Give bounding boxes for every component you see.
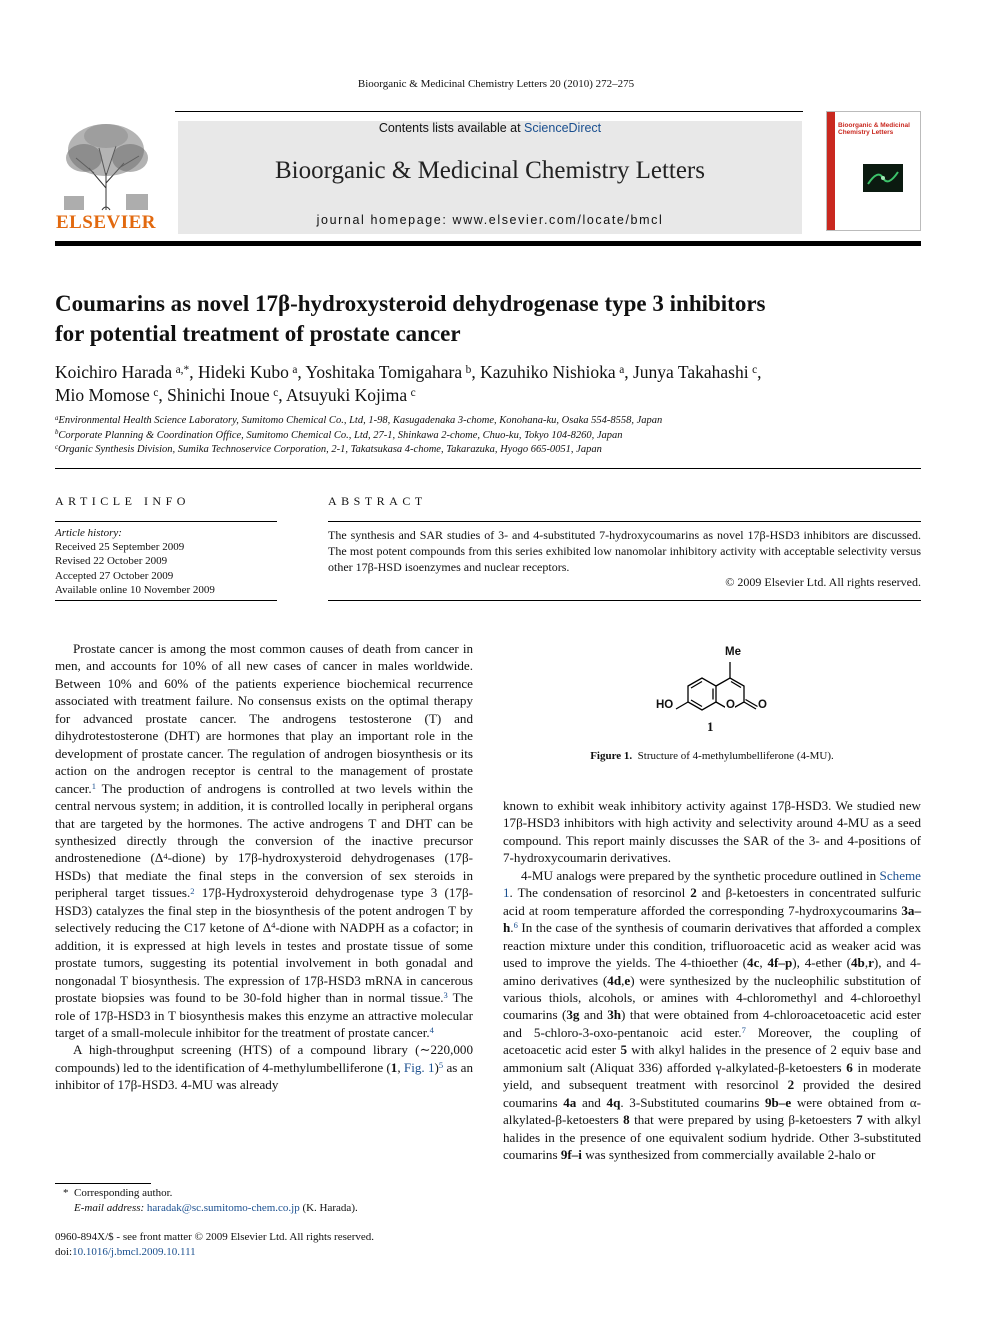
author: Kazuhiko Nishioka — [480, 362, 616, 382]
figure-label-methyl: Me — [725, 646, 741, 658]
affiliation-key: b — [55, 429, 59, 437]
author-affiliation-mark: a — [292, 363, 298, 376]
author: Yoshitaka Tomigahara — [305, 362, 463, 382]
abstract-heading: ABSTRACT — [328, 494, 427, 508]
body-paragraph: known to exhibit weak inhibitory activity against 17β-HSD3. We studied new 17β-HSD3 inhibitors with high activity and selectivity around 4-MU as a seed compound. This report mainly discusses the SAR of the 3- and 4-positions of 7-hydroxycoumarin derivatives. — [503, 798, 921, 866]
affiliations — [55, 414, 935, 458]
doi-link[interactable]: 10.1016/j.bmcl.2009.10.111 — [72, 1245, 196, 1258]
figure-compound-number: 1 — [707, 719, 714, 734]
affiliation-text: Organic Synthesis Division, Sumika Technoservice Corporation, 2-1, Takatsukasa 4-chome, Takarazuka, Hyogo 665-0051, Japan — [58, 444, 602, 455]
figure-caption — [503, 750, 921, 762]
author-affiliation-mark: c — [752, 363, 758, 376]
online-date: Available online 10 November 2009 — [55, 583, 215, 596]
author: Koichiro Harada — [55, 362, 173, 382]
author: Atsuyuki Kojima — [286, 385, 408, 405]
abstract-bottom-rule — [328, 600, 921, 601]
body-paragraph: 4-MU analogs were prepared by the synthetic procedure outlined in Scheme 1. The condensation of resorcinol 2 and β-ketoesters in concentrated sulfuric acid at room temperature afforded the corresponding 7-hydroxycoumarins 3a–h.$^6$ In the case of the synthesis of coumarin derivatives that afforded a complex reaction mixture under this condition, trifluoroacetic acid as weaker acid was used to improve the yields. The 4-thioether (4c, 4f–p), 4-ether (4b,r), and 4-amino derivatives (4d,e) were synthesized by the nucleophilic substitution of various thiols, alcohols, or amines with 4-chloromethyl and 4-chloroethyl coumarins (3g and 3h) that were obtained from 4-chloroacetoacetic acid ester and 5-chloro-3-oxo-pentanoic acid ester.$^7$ Moreover, the coupling of acetoacetic acid ester 5 with alkyl halides in the presence of 2 equiv base and ammonium salt (Aliquat 336) afforded γ-alkylated-β-ketoesters 6 in moderate yield, and subsequent treatment with resorcinol 2 provided the desired coumarins 4a and 4q. 3-Substituted coumarins 9b–e were obtained from α-alkylated-β-ketoesters 8 that were prepared by using β-ketoesters 7 with alkyl halides in the presence of one equivalent sodium hydride. Other 3-substituted coumarins 9f–i was synthesized from commercially available 2-halo or — [503, 867, 921, 1163]
figure-caption-label: Figure 1. — [590, 750, 633, 762]
cover-title: Bioorganic & Medicinal Chemistry Letters — [838, 122, 910, 136]
affiliation-b — [55, 429, 935, 444]
body-paragraph: A high-throughput screening (HTS) of a compound library (∼220,000 compounds) led to the identification of 4-methylumbelliferone (1, Fig. 1)$^5$ as an inhibitor of 17β-HSD3. 4-MU was already — [55, 1042, 474, 1093]
article-history — [55, 526, 277, 597]
author-affiliation-mark: c — [273, 386, 279, 399]
sciencedirect-link[interactable]: ScienceDirect — [524, 121, 602, 135]
title-line-1: Coumarins as novel 17β-hydroxysteroid dehydrogenase type 3 inhibitors — [55, 291, 766, 316]
header-rule — [175, 111, 803, 112]
article-info-heading: ARTICLE INFO — [55, 494, 190, 508]
title-line-2: for potential treatment of prostate cancer — [55, 321, 461, 346]
journal-name: Bioorganic & Medicinal Chemistry Letters — [274, 157, 705, 184]
figure-1-structure — [640, 640, 800, 740]
figure-caption-text: Structure of 4-methylumbelliferone (4-MU). — [637, 750, 834, 762]
email-note — [55, 1201, 473, 1216]
author: Mio Momose — [55, 385, 150, 405]
figure-label-carbonyl-oxygen: O — [758, 699, 767, 711]
author-affiliation-mark: b — [465, 363, 472, 376]
running-head: Bioorganic & Medicinal Chemistry Letters 20 (2010) 272–275 — [357, 78, 635, 90]
article-info-rule — [55, 521, 277, 522]
front-matter — [55, 1230, 473, 1259]
author: Hideki Kubo — [197, 362, 289, 382]
affiliation-a — [55, 414, 935, 429]
issn-line: 0960-894X/$ - see front matter © 2009 Elsevier Ltd. All rights reserved. — [55, 1231, 375, 1243]
affiliation-key: a — [55, 414, 59, 422]
journal-homepage — [178, 213, 802, 227]
author-affiliation-mark: a,* — [175, 363, 190, 376]
corresponding-author-text: Corresponding author. — [74, 1187, 173, 1199]
author-affiliation-mark: a — [619, 363, 625, 376]
homepage-prefix: journal homepage: — [316, 213, 453, 227]
author-affiliation-mark: c — [410, 386, 416, 399]
contents-prefix: Contents lists available at — [378, 121, 525, 135]
paper-title — [55, 289, 915, 349]
figure-label-ring-oxygen: O — [726, 699, 735, 711]
body-paragraph: Prostate cancer is among the most common causes of death from cancer in men, and accounts for 10% of all new cases of cancer in males worldwide. Between 10% and 60% of the patients experience biochemical recurrence associated with treatment failure. No consensus exists on the optimal therapy for advanced prostate cancer. The androgens testosterone (T) and dihydrotestosterone (DHT) are hormones that play an important role in the development of prostate cancer. The regulation of androgen biosynthesis or its action on the androgen receptor is central to the management of prostate cancer.$^1$ The production of androgens is controlled at two levels within the central nervous system; in addition, it is controlled locally in peripheral organs that are targeted by the hormones. The active androgens T and DHT can be synthesized directly through the conversion of the inactive precursor androstenedione $(\Delta^4-dione)$ by 17β-hydroxysteroid dehydrogenases (17β-HSDs) that mediate the final steps in the conversion of sex steroids in peripheral target tissues.$^2$ 17β-Hydroxysteroid dehydrogenase type 3 (17β-HSD3) catalyzes the final step in the biosynthesis of the potent androgen T by selectively reducing the C17 ketone of $\Delta^4$-dione with NADPH as a cofactor; in addition, it is expressed at high levels in testes and prostate tissue of some prostate tumors, suggesting its potential involvement in both gonadal and nongonadal T biosynthesis. The expression of 17β-HSD3 mRNA in cancerous prostate biopsies was found to be 30-fold higher than in normal tissue.$^3$ The role of 17β-HSD3 in T biosynthesis makes this enzyme an attractive molecular target of a small-molecule inhibitor for the treatment of prostate cancer.$^4$ — [55, 641, 473, 1040]
received-date: Received 25 September 2009 — [55, 541, 185, 554]
body-column-left — [55, 640, 473, 1094]
accepted-date: Accepted 27 October 2009 — [55, 569, 174, 582]
author: Junya Takahashi — [632, 362, 749, 382]
body-column-right — [503, 797, 921, 1164]
publisher-name: ELSEVIER — [55, 212, 157, 233]
contents-line — [178, 121, 802, 135]
affiliation-key: c — [55, 443, 59, 451]
figure-label-hydroxyl: HO — [656, 699, 674, 711]
cover-illustration — [863, 164, 903, 192]
doi-prefix: doi: — [55, 1245, 73, 1258]
cover-spine — [827, 112, 835, 230]
article-info-bottom-rule — [55, 600, 277, 601]
affiliation-text: Environmental Health Science Laboratory, Sumitomo Chemical Co., Ltd, 1-98, Kasugadenaka 3-chome, Konohana-ku, Osaka 554-8558, Japan — [58, 415, 663, 426]
abstract-text: The synthesis and SAR studies of 3- and 4-substituted 7-hydroxycoumarins as novel 17β-HSD3 inhibitors are discussed. The most potent compounds from this series exhibited low nanomolar inhibitory activity with acceptable selectivity versus other 17β-HSD isoenzymes and nuclear receptors. — [328, 528, 921, 574]
revised-date: Revised 22 October 2009 — [55, 555, 168, 568]
homepage-url[interactable]: www.elsevier.com/locate/bmcl — [452, 213, 664, 227]
journal-cover-image — [826, 111, 921, 231]
affiliation-rule — [55, 468, 921, 469]
doi-line — [55, 1245, 473, 1260]
affiliation-text: Corporate Planning & Coordination Office, Sumitomo Chemical Co., Ltd, 27-1, Shinkawa 2-chome, Chuo-ku, Tokyo 104-8260, Japan — [58, 429, 623, 441]
email-label: E-mail address: — [74, 1201, 145, 1214]
abstract-rule — [328, 521, 921, 522]
history-label: Article history: — [55, 527, 122, 539]
header-thick-rule — [55, 241, 921, 246]
corresponding-author-note: * Corresponding author. — [63, 1187, 173, 1199]
author-list: Koichiro Harada $^{a,*}$, Hideki Kubo $^a$, Yoshitaka Tomigahara $^b$, Kazuhiko Nishioka $^a$, Junya Takahashi $^c$, Mio Momose $^c$, Shinichi Inoue $^c$, Atsuyuki Kojima $^c$ — [55, 362, 762, 405]
footnote — [55, 1186, 473, 1215]
email-suffix: (K. Harada). — [302, 1201, 358, 1214]
footnote-rule — [55, 1183, 151, 1184]
author-affiliation-mark: c — [153, 386, 159, 399]
abstract-copyright: © 2009 Elsevier Ltd. All rights reserved. — [725, 575, 921, 589]
affiliation-c — [55, 443, 935, 458]
email-link[interactable]: haradak@sc.sumitomo-chem.co.jp — [146, 1201, 300, 1214]
author: Shinichi Inoue — [167, 385, 270, 405]
